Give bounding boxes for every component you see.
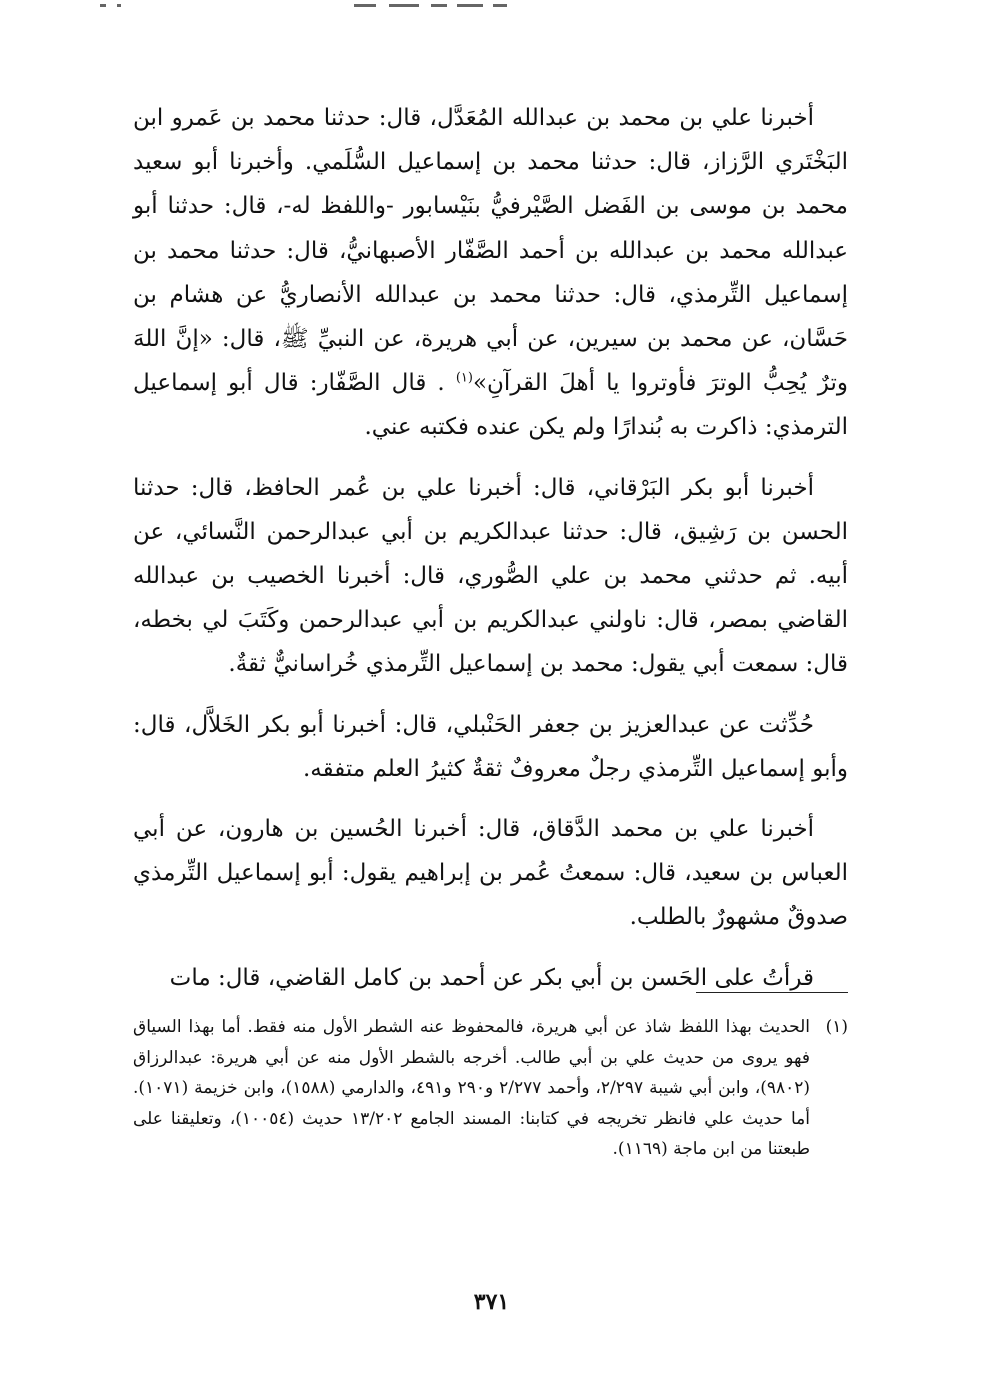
paragraph-1-tail: . قال الصَّفّار: قال أبو إسماعيل الترمذي: ذاكرت به بُندارًا ولم يكن عنده فكتبه عني. bbox=[133, 370, 848, 441]
paragraph-4 bbox=[133, 807, 848, 940]
footnote-separator bbox=[696, 992, 848, 993]
footnote bbox=[133, 1012, 848, 1165]
footnote-number: (١) bbox=[825, 1017, 848, 1037]
paragraph-1 bbox=[133, 96, 848, 450]
paragraph-3-text: حُدِّثت عن عبدالعزيز بن جعفر الحَنْبلي، قال: أخبرنا أبو بكر الخَلاَّل، قال: وأبو إسماعيل التِّرمذي رجلٌ معروفٌ ثقةٌ كثيرُ العلم متفقه. bbox=[133, 711, 848, 782]
paragraph-4-text: أخبرنا علي بن محمد الدَّقاق، قال: أخبرنا الحُسين بن هارون، عن أبي العباس بن سعيد، قال: سمعتُ عُمر بن إبراهيم يقول: أبو إسماعيل التِّرمذي صدوقٌ مشهورٌ بالطلب. bbox=[133, 816, 848, 931]
paragraph-3 bbox=[133, 703, 848, 791]
paragraph-1-text: أخبرنا علي بن محمد بن عبدالله المُعَدَّل، قال: حدثنا محمد بن عَمرو ابن البَخْتَري الرَّزاز، قال: حدثنا محمد بن إسماعيل السُّلَمي. وأخبرنا أبو سعيد محمد بن موسى بن الفَضل الصَّيْرفيُّ بنَيْسابور -واللفظ له-، قال: حدثنا أبو عبدالله محمد بن عبدالله بن أحمد الصَّفّار الأصبهانيُّ، قال: حدثنا محمد بن إسماعيل التِّرمذي، قال: حدثنا محمد بن عبدالله الأنصاريُّ عن هشام بن حَسَّان، عن محمد بن سيرين، عن أبي هريرة، عن النبيِّ ﷺ، قال: «إنَّ اللهَ وترٌ يُحِبُّ الوترَ فأوتروا يا أهلَ القرآنِ» bbox=[133, 105, 849, 397]
paragraph-2-text: أخبرنا أبو بكر البَرْقاني، قال: أخبرنا علي بن عُمر الحافظ، قال: حدثنا الحسن بن رَشِيق، قال: حدثنا عبدالكريم بن أبي عبدالرحمن النَّسائي، عن أبيه. ثم حدثني محمد بن علي الصُّوري، قال: أخبرنا الخصيب بن عبدالله القاضي بمصر، قال: ناولني عبدالكريم بن أبي عبدالرحمن وكَتَبَ لي بخطه، قال: سمعت أبي يقول: محمد بن إسماعيل التِّرمذي خُراسانيٌّ ثقةٌ. bbox=[133, 474, 848, 678]
paragraph-5 bbox=[133, 956, 848, 1000]
main-text bbox=[133, 96, 848, 1000]
footnote-reference: (١) bbox=[455, 370, 473, 386]
top-edge-marks bbox=[0, 0, 983, 12]
paragraph-5-text: قرأتُ على الحَسن بن أبي بكر عن أحمد بن كامل القاضي، قال: مات bbox=[169, 964, 814, 991]
page-number: ٣٧١ bbox=[473, 1289, 510, 1315]
footnote-text: الحديث بهذا اللفظ شاذ عن أبي هريرة، فالمحفوظ عنه الشطر الأول منه فقط. أما بهذا السياق فهو يروى من حديث علي بن أبي طالب. أخرجه بالشطر الأول منه عن أبي هريرة: عبدالرزاق (٩٨٠٢)، وابن أبي شيبة ٢/٢٩٧، وأحمد ٢/٢٧٧ و٢٩٠ و٤٩١، والدارمي (١٥٨٨)، وابن خزيمة (١٠٧١). أما حديث علي فانظر تخريجه في كتابنا: المسند الجامع ١٣/٢٠٢ حديث (١٠٠٥٤)، وتعليقنا على طبعتنا من ابن ماجة (١١٦٩). bbox=[133, 1017, 811, 1159]
paragraph-2 bbox=[133, 466, 848, 687]
